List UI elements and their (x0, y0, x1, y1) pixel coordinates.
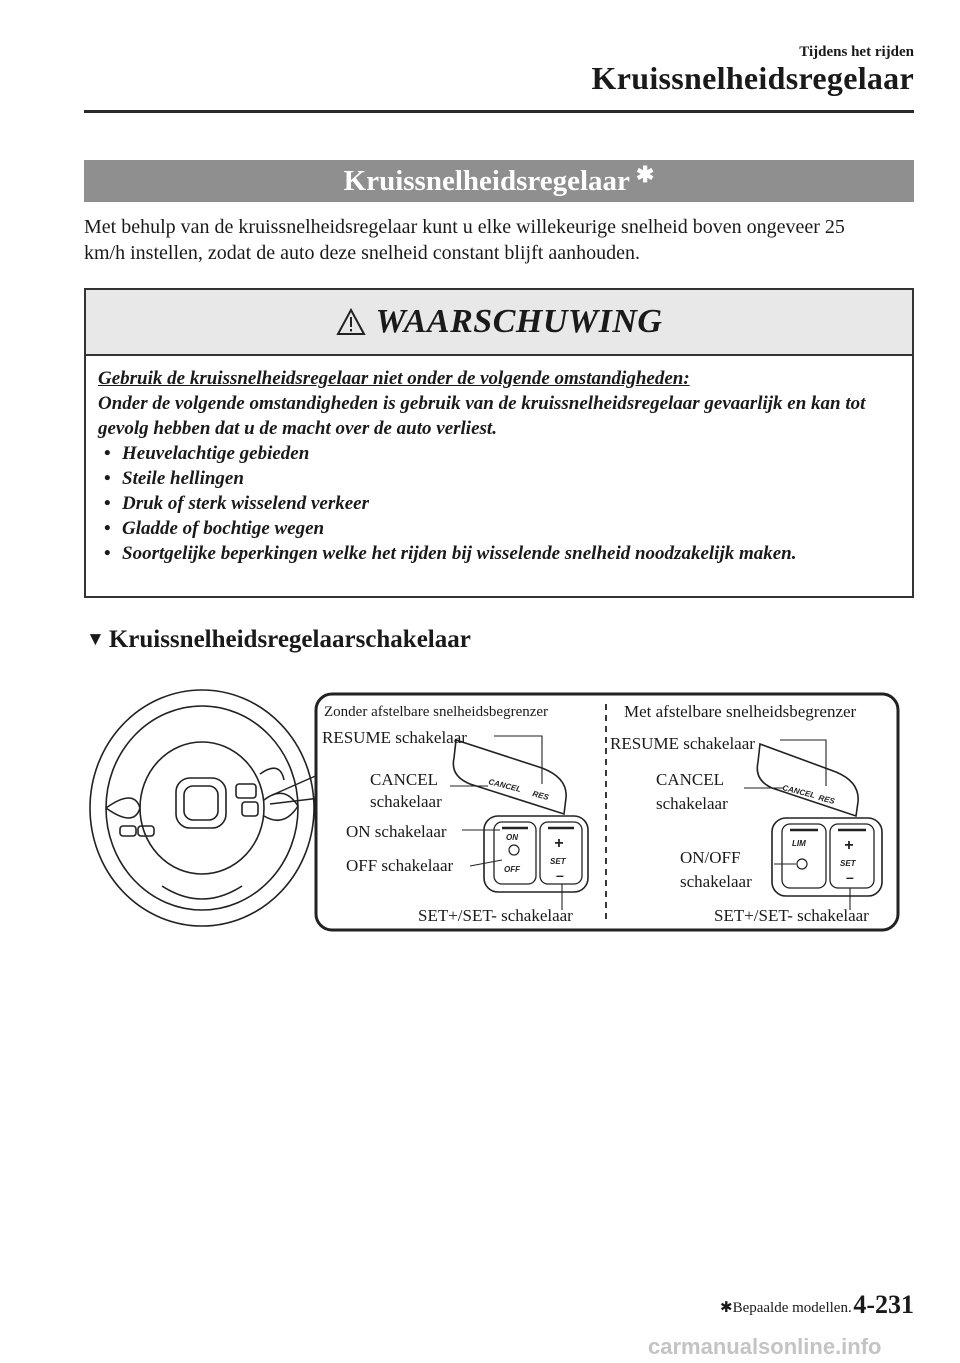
star-icon: ✱ (635, 162, 655, 187)
section-title-bar (84, 160, 914, 202)
subsection-heading (86, 626, 471, 654)
plus-text: + (554, 835, 564, 852)
running-header-chapter: Tijdens het rijden (799, 44, 914, 60)
bullet: • (104, 443, 111, 464)
list-item (98, 491, 900, 516)
running-header-title: Kruissnelheidsregelaar (591, 60, 914, 96)
warning-body (86, 356, 912, 566)
list-item-text: Steile hellingen (122, 468, 244, 489)
bullet: • (104, 543, 111, 564)
footnote (720, 1298, 852, 1317)
res-button-text: RES (531, 789, 550, 802)
warning-lead-underlined: Gebruik de kruissnelheidsregelaar niet onder de volgende omstandigheden: (98, 368, 690, 389)
cancel-button-text: CANCEL (487, 777, 523, 795)
watermark: carmanualsonline.info (648, 1334, 882, 1359)
switch-figure (84, 688, 904, 938)
warning-box (84, 288, 914, 598)
list-item-text: Druk of sterk wisselend verkeer (122, 493, 369, 514)
right-resume-label: RESUME schakelaar (610, 734, 755, 753)
lim-button-text: LIM (792, 839, 806, 848)
bullet: • (104, 518, 111, 539)
star-icon: ✱ (720, 1300, 733, 1316)
header-divider (84, 110, 914, 113)
footnote-text: Bepaalde modellen. (732, 1300, 852, 1316)
list-item (98, 541, 900, 566)
bullet: • (104, 468, 111, 489)
page-number: 4-231 (853, 1290, 914, 1319)
right-cancel-label-line1: CANCEL (656, 770, 724, 789)
warning-header (86, 290, 912, 356)
intro-paragraph: Met behulp van de kruissnelheidsregelaar kunt u elke willekeurige snelheid boven ongeveer 25 km/h instellen, zodat de auto deze snelheid constant blijft aanhouden. (84, 216, 845, 264)
minus-text: – (556, 867, 564, 883)
set-button-text: SET (550, 857, 566, 866)
cancel-button-text: CANCEL (781, 783, 817, 801)
list-item-text: Gladde of bochtige wegen (122, 518, 325, 539)
right-set-label: SET+/SET- schakelaar (714, 906, 869, 925)
left-off-label: OFF schakelaar (346, 856, 454, 875)
warning-lead-text: Onder de volgende omstandigheden is gebruik van de kruissnelheidsregelaar gevaarlijk en kan tot gevolg hebben dat u de macht over de auto verliest. (98, 393, 866, 439)
warning-triangle-icon (336, 308, 366, 336)
list-item (98, 466, 900, 491)
steering-wheel-illustration (84, 688, 904, 938)
list-item-text: Soortgelijke beperkingen welke het rijden bij wisselende snelheid noodzakelijk maken. (122, 543, 797, 564)
set-button-text: SET (840, 859, 856, 868)
warning-title: WAARSCHUWING (375, 303, 663, 340)
on-button-text: ON (506, 833, 518, 842)
off-button-text: OFF (504, 865, 520, 874)
res-button-text: RES (817, 793, 836, 806)
left-panel-title: Zonder afstelbare snelheidsbegrenzer (324, 704, 549, 720)
right-cancel-label-line2: schakelaar (656, 794, 728, 813)
section-title: Kruissnelheidsregelaar (343, 164, 630, 197)
warning-list (98, 441, 900, 566)
left-set-label: SET+/SET- schakelaar (418, 906, 573, 925)
list-item (98, 516, 900, 541)
bullet: • (104, 493, 111, 514)
right-panel-title: Met afstelbare snelheidsbegrenzer (624, 702, 857, 721)
list-item-text: Heuvelachtige gebieden (122, 443, 310, 464)
list-item (98, 441, 900, 466)
minus-text: – (846, 869, 854, 885)
left-cancel-label-line2: schakelaar (370, 792, 442, 811)
left-resume-label: RESUME schakelaar (322, 728, 467, 747)
plus-text: + (844, 837, 854, 854)
subsection-title: Kruissnelheidsregelaarschakelaar (108, 626, 471, 653)
left-cancel-label-line1: CANCEL (370, 770, 438, 789)
left-on-label: ON schakelaar (346, 822, 447, 841)
triangle-down-icon: ▼ (86, 629, 105, 650)
right-onoff-label-line1: ON/OFF (680, 848, 741, 867)
right-onoff-label-line2: schakelaar (680, 872, 752, 891)
